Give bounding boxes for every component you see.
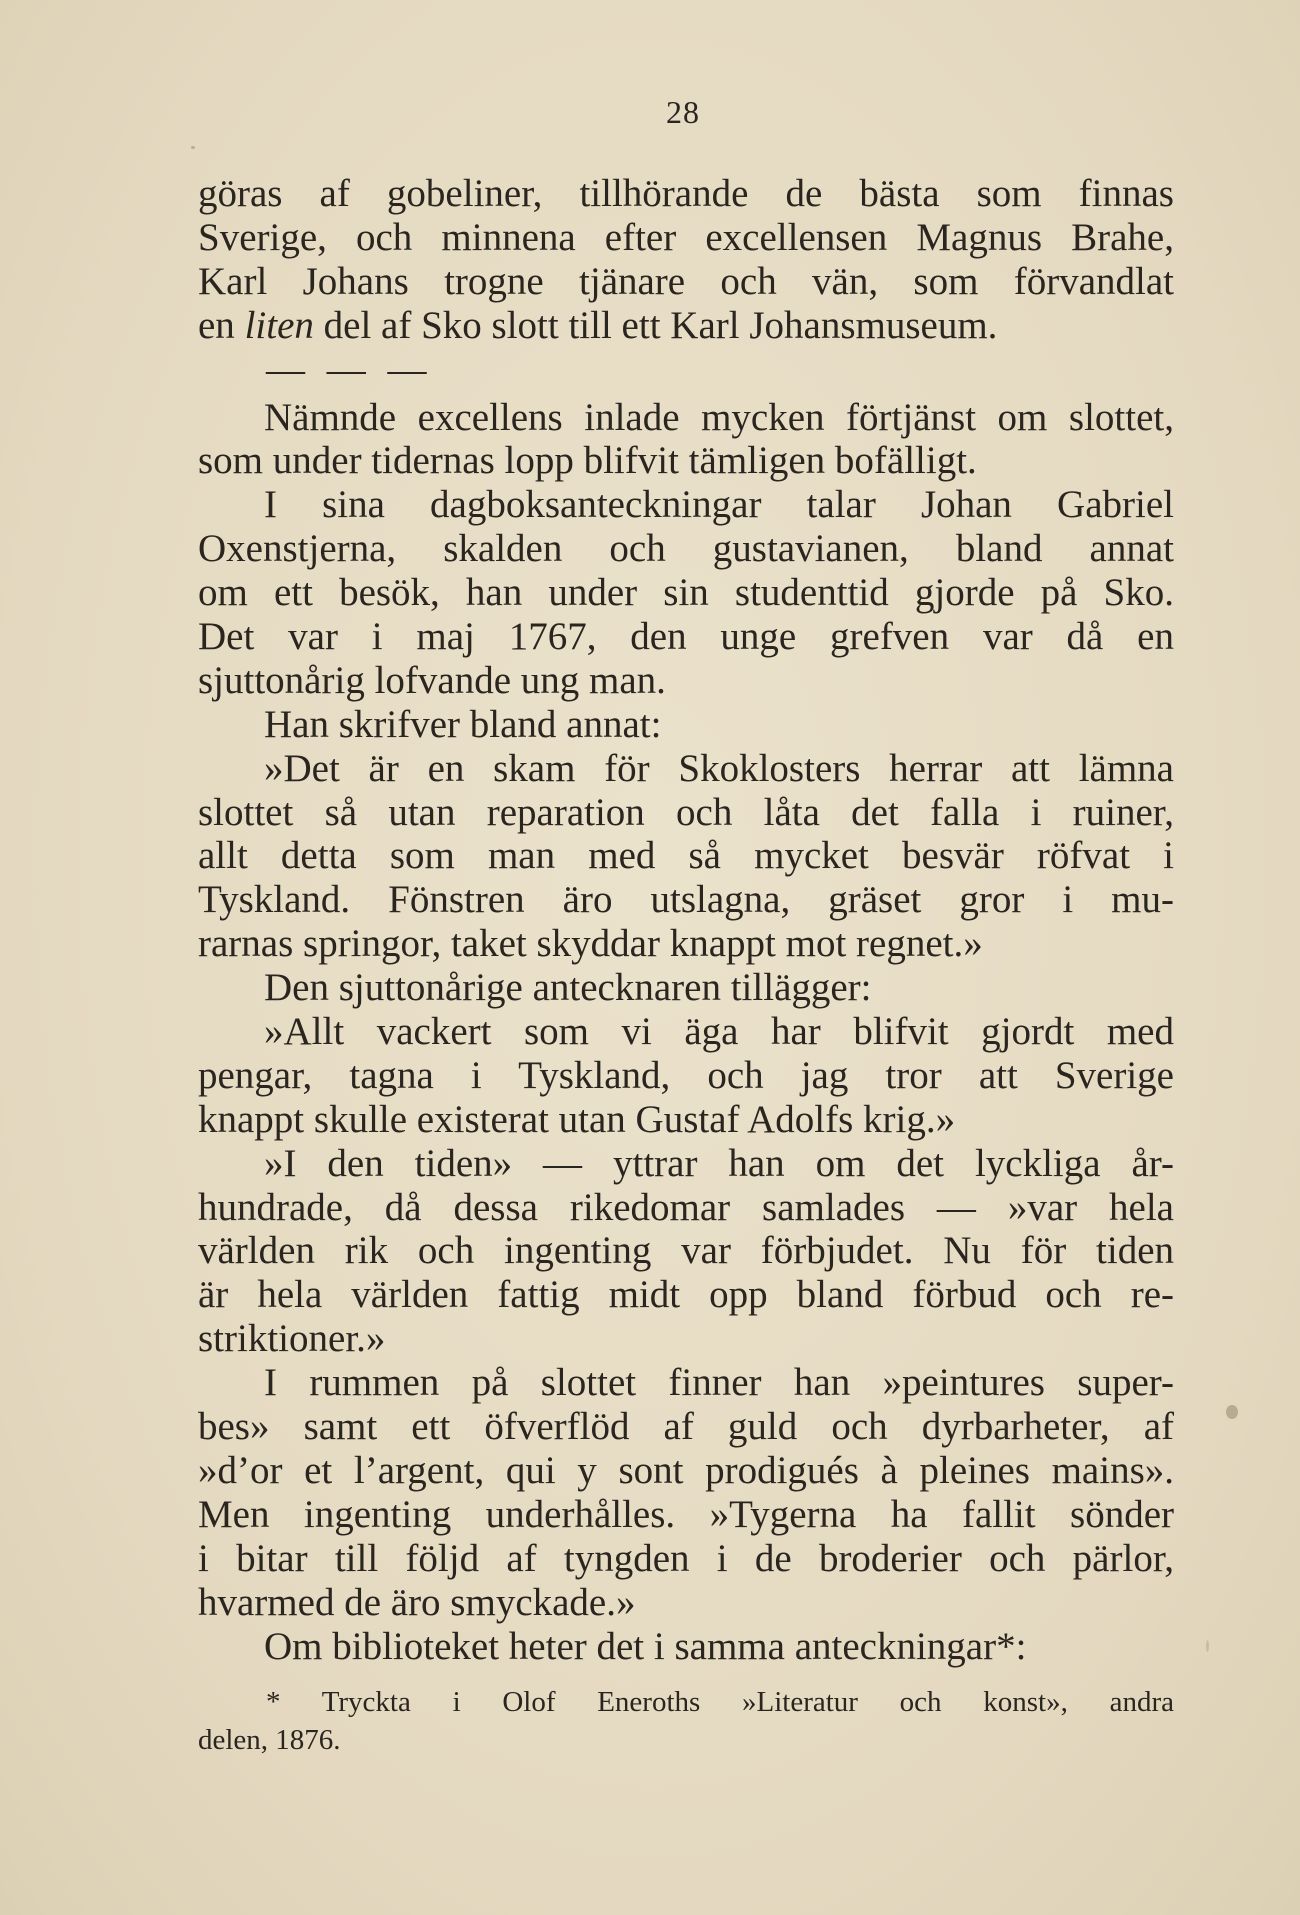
footnote-line: delen, 1876. bbox=[198, 1724, 341, 1756]
text-line: Karl Johans trogne tjänare och vän, som förvandlat bbox=[198, 259, 1174, 303]
text-line: Nämnde excellens inlade mycken förtjänst om slottet, bbox=[264, 395, 1174, 439]
text-line: »d’or et l’argent, qui y sont prodigués à pleines mains». bbox=[198, 1448, 1174, 1492]
text-line: I sina dagboksanteckningar talar Johan Gabriel bbox=[264, 483, 1174, 527]
paper-speck bbox=[1226, 1405, 1238, 1419]
text-line: striktioner.» bbox=[198, 1317, 386, 1361]
italic-word: liten bbox=[244, 303, 314, 347]
text-line: slottet så utan reparation och låta det falla i ruiner, bbox=[198, 790, 1174, 834]
footnote bbox=[198, 1683, 1174, 1759]
text-line: som under tidernas lopp blifvit tämligen bofälligt. bbox=[198, 439, 977, 483]
text-line: om ett besök, han under sin studenttid gjorde på Sko. bbox=[198, 571, 1174, 615]
text-line: är hela världen fattig midt opp bland förbud och re- bbox=[198, 1273, 1174, 1317]
text-line: »I den tiden» — yttrar han om det lyckliga år- bbox=[264, 1141, 1174, 1185]
text-line: allt detta som man med så mycket besvär röfvat i bbox=[198, 834, 1174, 878]
text-line: Den sjuttonårige antecknaren tillägger: bbox=[264, 966, 872, 1010]
text-line: rarnas springor, taket skyddar knappt mot regnet.» bbox=[198, 922, 983, 966]
footnote-line: * Tryckta i Olof Eneroths »Literatur och konst», andra bbox=[266, 1686, 1174, 1718]
text-line: i bitar till följd af tyngden i de broderier och pärlor, bbox=[198, 1536, 1174, 1580]
text-line: sjuttonårig lofvande ung man. bbox=[198, 658, 666, 702]
text-line: Om biblioteket heter det i samma anteckningar*: bbox=[264, 1624, 1027, 1668]
text-line: Sverige, och minnena efter excellensen Magnus Brahe, bbox=[198, 215, 1174, 259]
text-line: »Det är en skam för Skoklosters herrar att lämna bbox=[264, 746, 1174, 790]
text-line: hvarmed de äro smyckade.» bbox=[198, 1580, 636, 1624]
text-line: pengar, tagna i Tyskland, och jag tror att Sverige bbox=[198, 1053, 1174, 1097]
paper-speck bbox=[1206, 1640, 1209, 1652]
text-line: världen rik och ingenting var förbjudet. Nu för tiden bbox=[198, 1229, 1174, 1273]
text-line: göras af gobeliner, tillhörande de bästa som finnas bbox=[198, 172, 1174, 215]
text-line: »Allt vackert som vi äga har blifvit gjordt med bbox=[264, 1010, 1174, 1054]
text-line: I rummen på slottet finner han »peintures super- bbox=[264, 1361, 1174, 1405]
section-separator: — — — bbox=[266, 347, 433, 391]
text-line: Tyskland. Fönstren äro utslagna, gräset gror i mu- bbox=[198, 878, 1174, 922]
text-line: hundrade, då dessa rikedomar samlades — »var hela bbox=[198, 1185, 1174, 1229]
text-line: Men ingenting underhålles. »Tygerna ha fallit sönder bbox=[198, 1492, 1174, 1536]
text-line: Det var i maj 1767, den unge grefven var då en bbox=[198, 615, 1174, 659]
text-line: en liten del af Sko slott till ett Karl Johansmuseum. bbox=[198, 303, 998, 347]
text-line: bes» samt ett öfverflöd af guld och dyrbarheter, af bbox=[198, 1405, 1174, 1449]
paper-speck bbox=[191, 146, 195, 149]
text-line: Han skrifver bland annat: bbox=[264, 702, 662, 746]
text-line: Oxenstjerna, skalden och gustavianen, bland annat bbox=[198, 527, 1174, 571]
text-line: knappt skulle existerat utan Gustaf Adolfs krig.» bbox=[198, 1097, 956, 1141]
body-text bbox=[198, 172, 1174, 1668]
page-number: 28 bbox=[666, 94, 700, 130]
